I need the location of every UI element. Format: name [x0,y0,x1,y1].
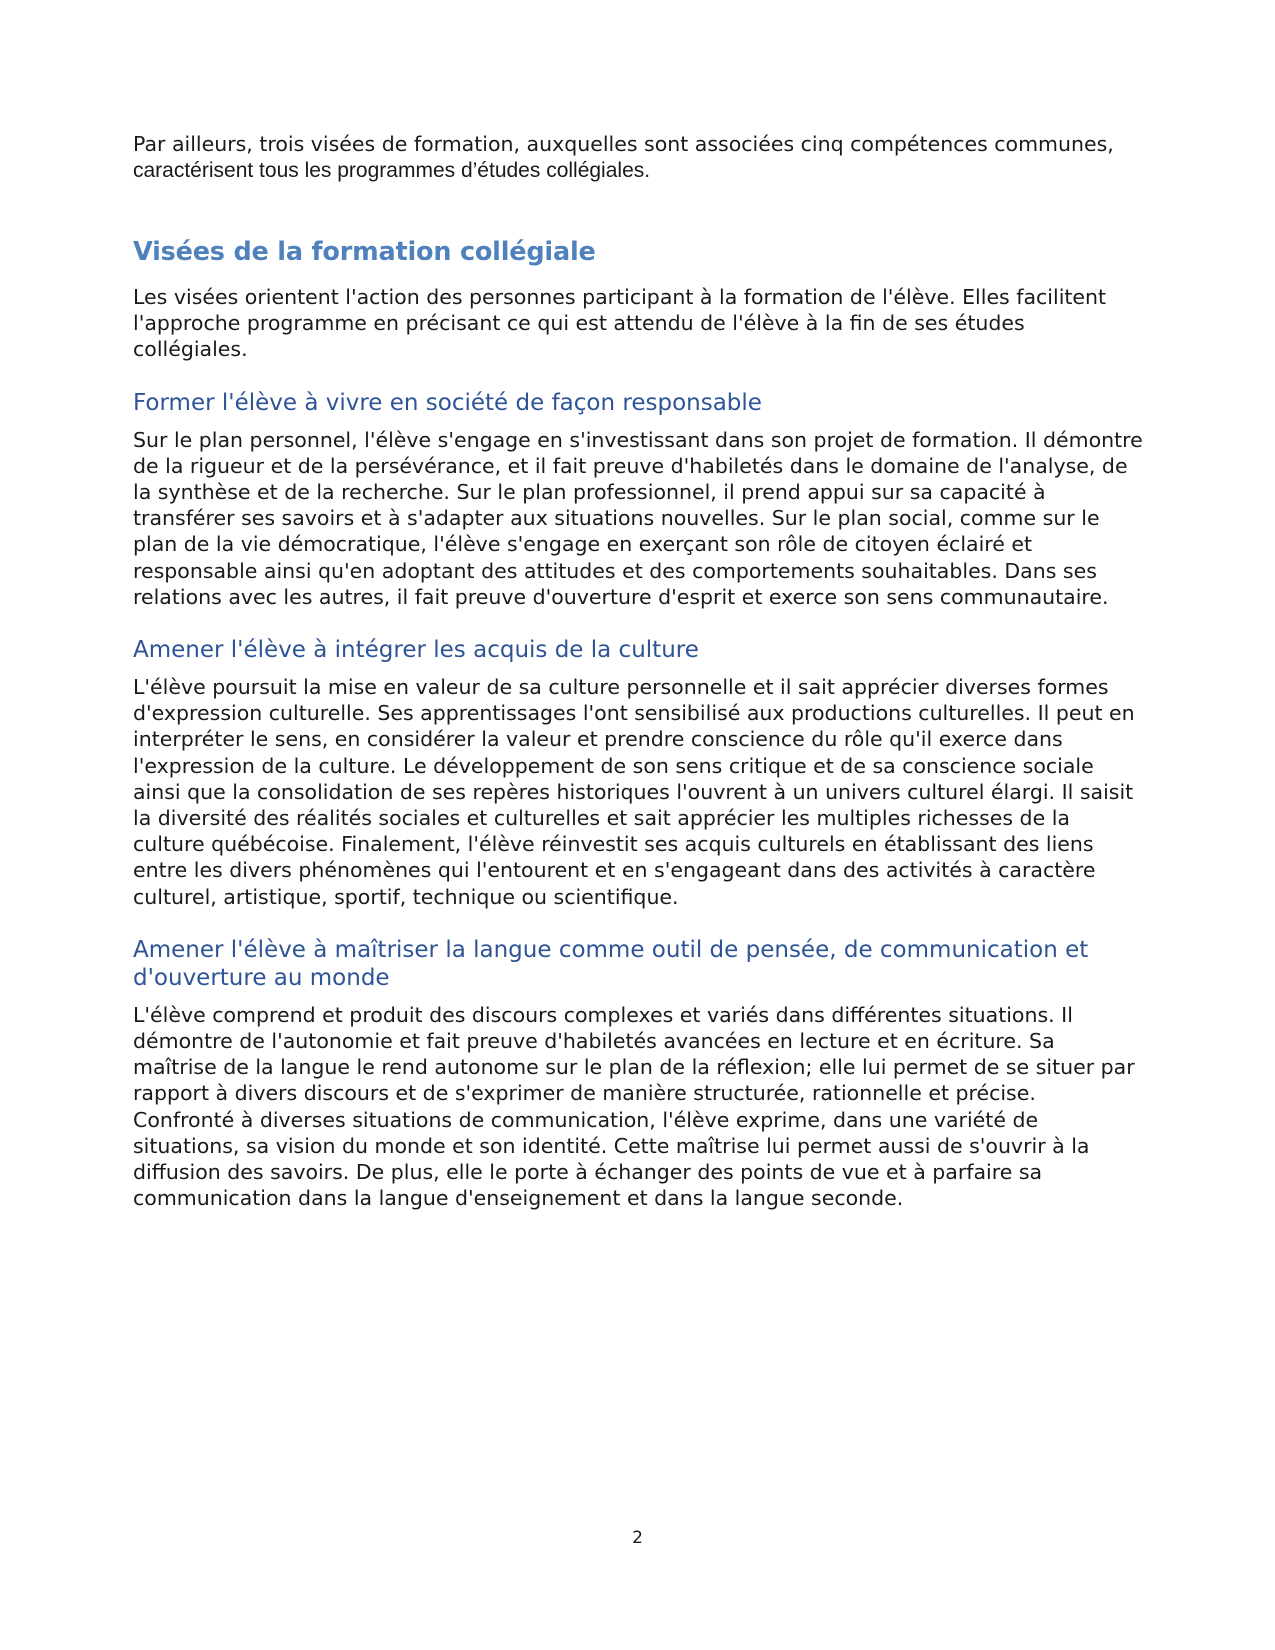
document-page [133,131,1143,1211]
subsection-body-culture: L'élève poursuit la mise en valeur de sa culture personnelle et il sait apprécier diverses formes d'expression culturelle. Ses apprentissages l'ont sensibilisé aux productions culturelles. Il peut en interpréter le sens, en considérer la valeur et prendre conscience du rôle qu'il exerce dans l'expression de la culture. Le développement de son sens critique et de sa conscience sociale ainsi que la consolidation de ses repères historiques l'ouvrent à un univers culturel élargi. Il saisit la diversité des réalités sociales et culturelles et sait apprécier les multiples richesses de la culture québécoise. Finalement, l'élève réinvestit ses acquis culturels en établissant des liens entre les divers phénomènes qui l'entourent et en s'engageant dans des activités à caractère culturel, artistique, sportif, technique ou scientifique. [133,675,1135,909]
subsection-body-society: Sur le plan personnel, l'élève s'engage en s'investissant dans son projet de formation. Il démontre de la rigueur et de la persévérance, et il fait preuve d'habiletés dans le domaine de l'analyse, de la synthèse et de la recherche. Sur le plan professionnel, il prend appui sur sa capacité à transférer ses savoirs et à s'adapter aux situations nouvelles. Sur le plan social, comme sur le plan de la vie démocratique, l'élève s'engage en exerçant son rôle de citoyen éclairé et responsable ainsi qu'en adoptant des attitudes et des comportements souhaitables. Dans ses relations avec les autres, il fait preuve d'ouverture d'esprit et exerce son sens communautaire. [133,427,1143,609]
intro-paragraph [133,131,1143,184]
intro-line-2: caractérisent tous les programmes d’études collégiales. [133,159,651,182]
section-heading: Visées de la formation collégiale [133,237,596,267]
intro-line-1: Par ailleurs, trois visées de formation, auxquelles sont associées cinq compétences communes, [133,132,1114,156]
subsection-body-language: L'élève comprend et produit des discours complexes et variés dans différentes situations. Il démontre de l'autonomie et fait preuve d'habiletés avancées en lecture et en écriture. Sa maîtrise de la langue le rend autonome sur le plan de la réflexion; elle lui permet de se situer par rapport à divers discours et de s'exprimer de manière structurée, rationnelle et précise. Confronté à diverses situations de communication, l'élève exprime, dans une variété de situations, sa vision du monde et son identité. Cette maîtrise lui permet aussi de s'ouvrir à la diffusion des savoirs. De plus, elle le porte à échanger des points de vue et à parfaire sa communication dans la langue d'enseignement et dans la langue seconde. [133,1002,1135,1211]
page-number: 2 [632,1528,643,1548]
section-intro-paragraph: Les visées orientent l'action des personnes participant à la formation de l'élève. Elles facilitent l'approche programme en précisant ce qui est attendu de l'élève à la fin de ses études collégiales. [133,285,1107,362]
subsection-heading-culture: Amener l'élève à intégrer les acquis de la culture [133,637,699,664]
subsection-heading-society: Former l'élève à vivre en société de façon responsable [133,389,762,416]
subsection-heading-language: Amener l'élève à maîtriser la langue comme outil de pensée, de communication et d'ouverture au monde [133,936,1089,991]
